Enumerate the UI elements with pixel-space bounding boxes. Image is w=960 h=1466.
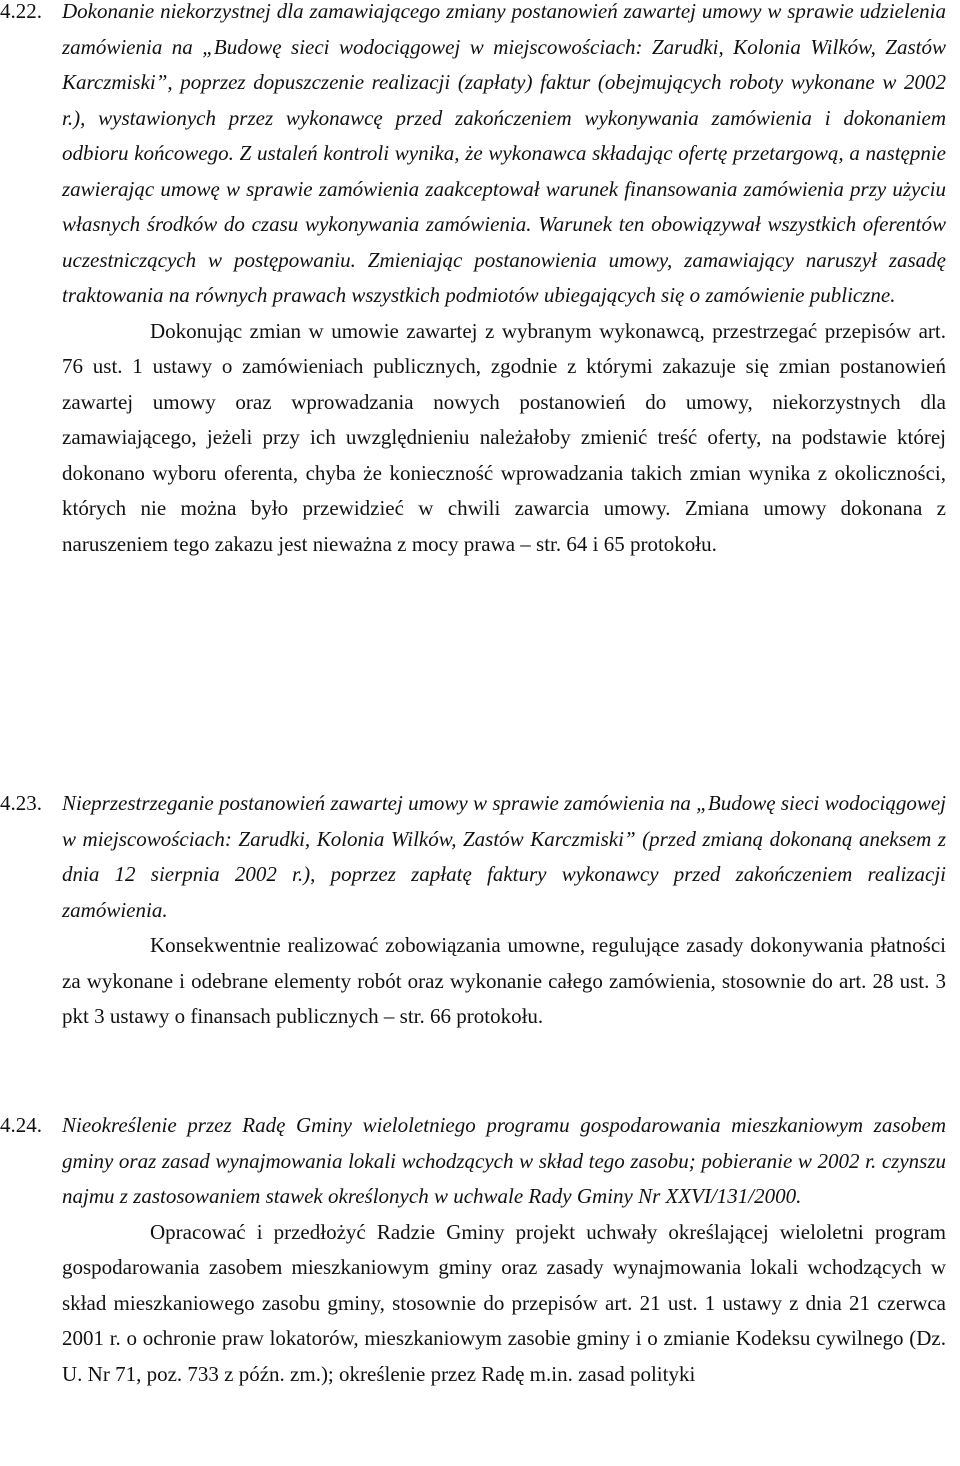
section-number: 4.24. [0, 1113, 42, 1137]
recommendation-paragraph: Dokonując zmian w umowie zawartej z wybranym wykonawcą, przestrzegać przepisów art. 76 ust. 1 ustawy o zamówieniach publicznych, zgodnie z którymi zakazuje się zmian postanowień zawartej umowy oraz wprowadzania nowych postanowień do umowy, niekorzystnych dla zamawiającego, jeżeli przy ich uwzględnieniu należałoby zmienić treść oferty, na podstawie której dokonano wyboru oferenta, chyba że konieczność wprowadzania takich zmian wynika z okoliczności, których nie można było przewidzieć w chwili zawarcia umowy. Zmiana umowy dokonana z naruszeniem tego zakazu jest nieważna z mocy prawa – str. 64 i 65 protokołu. [62, 318, 946, 556]
section-number: 4.22. [0, 0, 42, 23]
section-findings: Z ustaleń kontroli wynika, że wykonawca składając ofertę przetargową, a następnie zawierając umowę w sprawie zamówienia zaakceptował warunek finansowania zamówienia przy użyciu własnych środków do czasu wykonywania zamówienia. Warunek ten obowiązywał wszystkich oferentów uczestniczących w postępowaniu. Zmieniając postanowienia umowy, zamawiający naruszył zasadę traktowania na równych prawach wszystkich podmiotów ubiegających się o zamówienie publiczne. [62, 141, 947, 307]
section-body [62, 0, 946, 314]
section-heading: Nieokreślenie przez Radę Gminy wieloletniego programu gospodarowania mieszkaniowym zasobem gminy oraz zasad wynajmowania lokali wchodzących w skład tego zasobu; pobieranie w 2002 r. czynszu najmu z zastosowaniem stawek określonych w uchwale Rady Gminy Nr XXVI/131/2000. [62, 1113, 946, 1208]
section-4-23 [0, 786, 946, 1035]
section-4-24 [0, 1108, 946, 1392]
section-heading: Dokonanie niekorzystnej dla zamawiającego zmiany postanowień zawartej umowy w sprawie udzielenia zamówienia na „Budowę sieci wodociągowej w miejscowościach: Zarudki, Kolonia Wilków, Zastów Karczmiski”, poprzez dopuszczenie realizacji (zapłaty) faktur (obejmujących roboty wykonane w 2002 r.), wystawionych przez wykonawcę przed zakończeniem wykonywania zamówienia i dokonaniem odbioru końcowego. [62, 0, 946, 165]
recommendation-paragraph: Opracować i przedłożyć Radzie Gminy projekt uchwały określającej wieloletni program gospodarowania zasobem mieszkaniowym gminy oraz zasady wynajmowania lokali wchodzących w skład mieszkaniowego zasobu gminy, stosownie do przepisów art. 21 ust. 1 ustawy z dnia 21 czerwca 2001 r. o ochronie praw lokatorów, mieszkaniowym zasobie gminy i o zmianie Kodeksu cywilnego (Dz. U. Nr 71, poz. 733 z późn. zm.); określenie przez Radę m.in. zasad polityki [62, 1219, 946, 1386]
section-4-22 [0, 0, 946, 562]
section-heading: Nieprzestrzeganie postanowień zawartej umowy w sprawie zamówienia na „Budowę sieci wodociągowej w miejscowościach: Zarudki, Kolonia Wilków, Zastów Karczmiski” (przed zmianą dokonaną aneksem z dnia 12 sierpnia 2002 r.), poprzez zapłatę faktury wykonawcy przed zakończeniem realizacji zamówienia. [62, 791, 946, 922]
section-number: 4.23. [0, 791, 42, 815]
recommendation-paragraph: Konsekwentnie realizować zobowiązania umowne, regulujące zasady dokonywania płatności za wykonane i odebrane elementy robót oraz wykonanie całego zamówienia, stosownie do art. 28 ust. 3 pkt 3 ustawy o finansach publicznych – str. 66 protokołu. [62, 933, 946, 1028]
